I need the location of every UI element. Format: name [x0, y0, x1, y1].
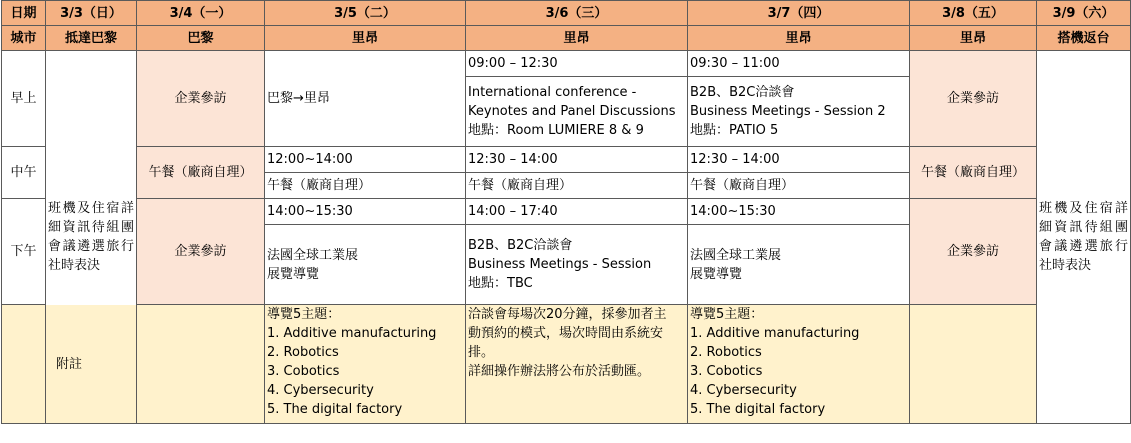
- time-0306-morning: 09:00 – 12:30: [466, 51, 688, 77]
- city-0306: 里昂: [466, 26, 688, 51]
- date-header-label: 日期: [2, 1, 46, 26]
- transfer-0305: 巴黎→里昂: [265, 51, 466, 147]
- period-noon: 中午: [2, 147, 46, 199]
- city-0307: 里昂: [688, 26, 910, 51]
- business-meeting-0306-afternoon: [466, 225, 688, 305]
- notes-row: [2, 305, 1131, 424]
- city-0303: 抵達巴黎: [46, 26, 137, 51]
- time-0305-afternoon: 14:00~15:30: [265, 199, 466, 225]
- city-header-label: 城市: [2, 26, 46, 51]
- notes-line: 導覽5主題：: [267, 307, 341, 322]
- conference-line-1: International conference -: [468, 85, 637, 100]
- period-afternoon: 下午: [2, 199, 46, 305]
- meeting-location: 地點：PATIO 5: [690, 123, 779, 138]
- date-0308: 3/8（五）: [910, 1, 1037, 26]
- notes-line: 4. Cybersecurity: [267, 383, 374, 398]
- side-note-0303: 班機及住宿詳細資訊待組團會議遴選旅行社時表決: [46, 51, 137, 424]
- company-visit-0304-afternoon: 企業參訪: [137, 199, 265, 305]
- notes-line: 導覽5主題：: [690, 307, 764, 322]
- time-0305-noon: 12:00~14:00: [265, 147, 466, 173]
- lunch-0304: 午餐（廠商自理）: [137, 147, 265, 199]
- city-0309: 搭機返台: [1037, 26, 1131, 51]
- city-header-row: [2, 26, 1131, 51]
- company-visit-0308-morning: 企業參訪: [910, 51, 1037, 147]
- time-0306-afternoon: 14:00 – 17:40: [466, 199, 688, 225]
- notes-line: 4. Cybersecurity: [690, 383, 797, 398]
- meeting-line-1: B2B、B2C洽談會: [690, 85, 795, 100]
- city-0308: 里昂: [910, 26, 1037, 51]
- notes-line: 詳細操作辦法將公布於活動匯。: [468, 364, 651, 379]
- business-meeting-0307-morning: [688, 77, 910, 147]
- side-note-0309: 班機及住宿詳細資訊待組團會議遴選旅行社時表決: [1037, 51, 1131, 424]
- time-0307-afternoon: 14:00~15:30: [688, 199, 910, 225]
- notes-line: 動預約的模式，場次時間由系統安: [468, 326, 664, 341]
- city-0304: 巴黎: [137, 26, 265, 51]
- morning-row: [2, 51, 1131, 77]
- meeting-location: 地點：TBC: [468, 276, 533, 291]
- notes-0308: [910, 305, 1037, 424]
- date-0307: 3/7（四）: [688, 1, 910, 26]
- company-visit-0308-afternoon: 企業參訪: [910, 199, 1037, 305]
- lunch-0307: 午餐（廠商自理）: [688, 173, 910, 199]
- date-0309: 3/9（六）: [1037, 1, 1131, 26]
- city-0305: 里昂: [265, 26, 466, 51]
- expo-tour-0305: [265, 225, 466, 305]
- schedule-table: [1, 0, 1131, 424]
- date-0306: 3/6（三）: [466, 1, 688, 26]
- lunch-0305: 午餐（廠商自理）: [265, 173, 466, 199]
- noon-row: [2, 147, 1131, 173]
- expo-line-2: 展覽導覽: [267, 266, 320, 282]
- date-header-row: [2, 1, 1131, 26]
- conference-line-2: Keynotes and Panel Discussions: [468, 104, 676, 119]
- notes-0306: [466, 305, 688, 424]
- date-0305: 3/5（二）: [265, 1, 466, 26]
- notes-0304: [137, 305, 265, 424]
- notes-line: 2. Robotics: [690, 345, 762, 360]
- lunch-0308: 午餐（廠商自理）: [910, 147, 1037, 199]
- date-0304: 3/4（一）: [137, 1, 265, 26]
- time-0307-noon: 12:30 – 14:00: [688, 147, 910, 173]
- meeting-line-2: Business Meetings - Session: [468, 257, 652, 272]
- meeting-line-1: B2B、B2C洽談會: [468, 238, 573, 253]
- lunch-0306: 午餐（廠商自理）: [466, 173, 688, 199]
- notes-0307: [688, 305, 910, 424]
- expo-line-1: 法國全球工業展: [690, 247, 782, 263]
- notes-line: 3. Cobotics: [690, 364, 763, 379]
- notes-0305: [265, 305, 466, 424]
- time-0306-noon: 12:30 – 14:00: [466, 147, 688, 173]
- meeting-line-2: Business Meetings - Session 2: [690, 104, 886, 119]
- notes-label: 附註: [2, 305, 137, 424]
- notes-line: 2. Robotics: [267, 345, 339, 360]
- notes-line: 5. The digital factory: [267, 402, 403, 417]
- expo-line-1: 法國全球工業展: [267, 247, 359, 263]
- conference-location: 地點：Room LUMIERE 8 & 9: [468, 123, 644, 138]
- notes-line: 5. The digital factory: [690, 402, 826, 417]
- company-visit-0304-morning: 企業參訪: [137, 51, 265, 147]
- notes-line: 1. Additive manufacturing: [267, 326, 437, 341]
- date-0303: 3/3（日）: [46, 1, 137, 26]
- expo-line-2: 展覽導覽: [690, 266, 743, 282]
- period-morning: 早上: [2, 51, 46, 147]
- notes-line: 洽談會每場次20分鐘，採參加者主: [468, 307, 667, 322]
- time-0307-morning: 09:30 – 11:00: [688, 51, 910, 77]
- expo-tour-0307: [688, 225, 910, 305]
- notes-line: 1. Additive manufacturing: [690, 326, 860, 341]
- notes-line: 3. Cobotics: [267, 364, 340, 379]
- afternoon-row: [2, 199, 1131, 225]
- conference-0306: [466, 77, 688, 147]
- notes-line: 排。: [468, 345, 495, 360]
